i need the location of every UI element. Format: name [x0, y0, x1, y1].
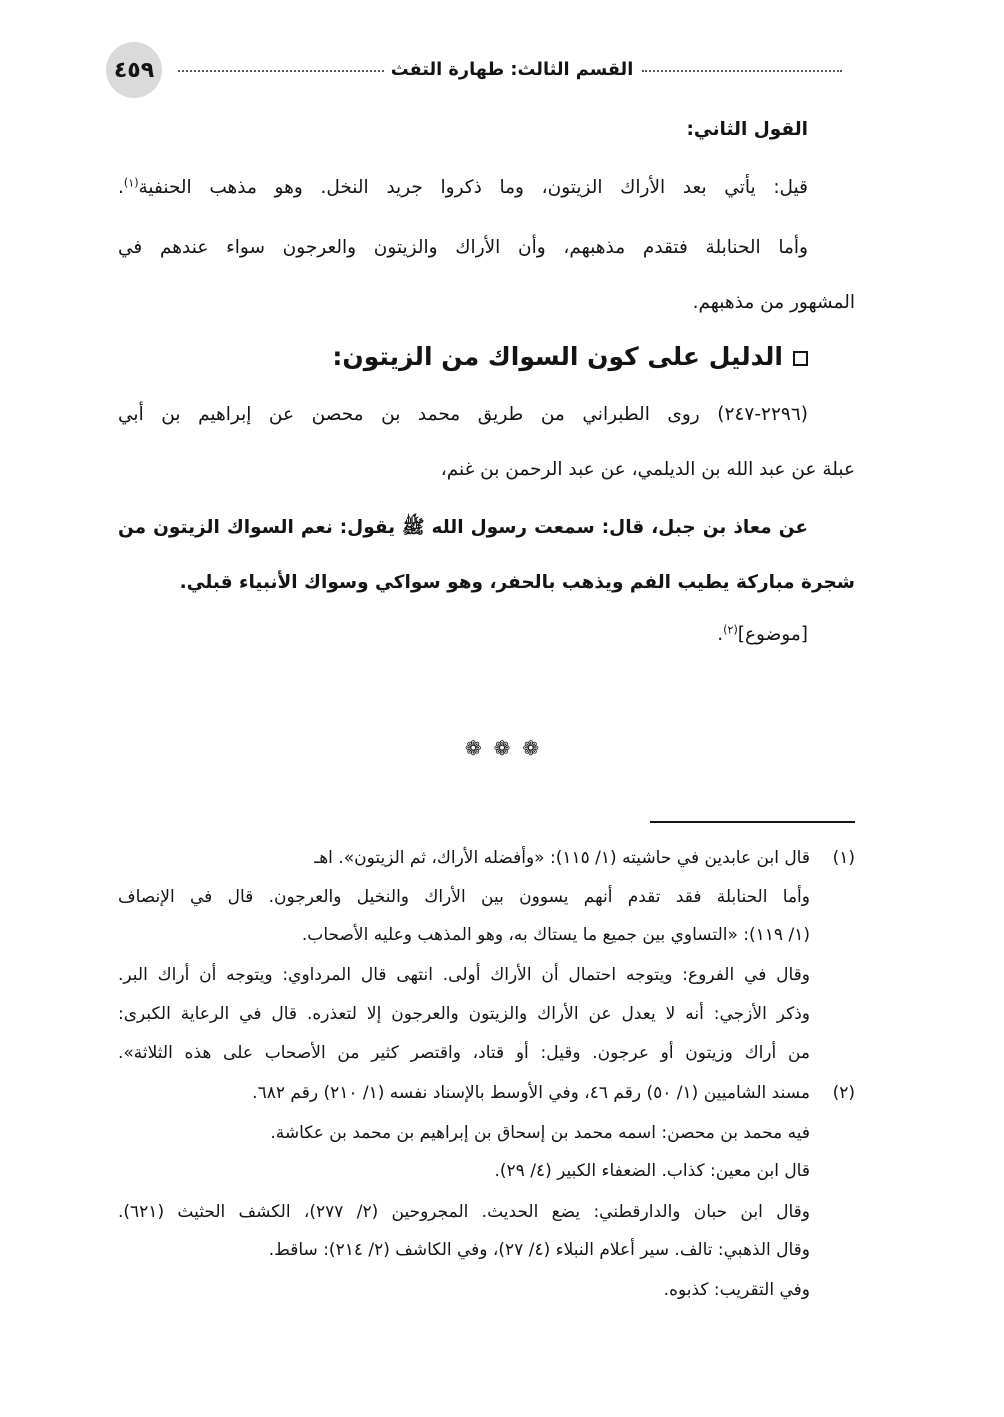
- footnote-line: قال ابن عابدين في حاشيته (١/ ١١٥): «وأفضله الأراك، ثم الزيتون». اهـ: [314, 848, 810, 868]
- footnote-line: (١/ ١١٩): «التساوي بين جميع ما يستاك به، وهو المذهب وعليه الأصحاب.: [301, 925, 810, 945]
- paragraph-line: المشهور من مذهبهم.: [692, 292, 855, 313]
- running-title: القسم الثالث: طهارة التفث: [390, 60, 634, 80]
- hadith-grade: [118, 615, 808, 655]
- flower-ornament-icon: ❁: [522, 736, 540, 760]
- page-number: ٤٥٩: [113, 57, 155, 83]
- hadith-isnad-line: عبلة عن عبد الله بن الديلمي، عن عبد الرحمن بن غنم،: [440, 459, 855, 480]
- paragraph-tail: .: [118, 177, 124, 198]
- footnote-line: وذكر الأزجي: أنه لا يعدل عن الأراك والزيتون والعرجون إلا لتعذره. قال في الرعاية الكبرى:: [118, 1004, 810, 1024]
- footnote-ref: (٢): [723, 623, 738, 637]
- footnote-line: قال ابن معين: كذاب. الضعفاء الكبير (٤/ ٢٩).: [494, 1161, 810, 1181]
- hadith-matn-line: شجرة مباركة يطيب الفم ويذهب بالحفر، وهو سواكي وسواك الأنبياء قبلي.: [179, 572, 855, 593]
- hadith-grade-text: [موضوع]: [737, 624, 808, 645]
- hadith-isnad-line: (٢٢٩٦-٢٤٧) روى الطبراني من طريق محمد بن محصن عن إبراهيم بن أبي: [118, 404, 808, 425]
- evidence-heading: [118, 336, 808, 378]
- footnote-ref: (١): [123, 176, 139, 190]
- footnote-marker: (١): [832, 848, 855, 868]
- footnote-line: مسند الشاميين (١/ ٥٠) رقم ٤٦، وفي الأوسط بالإسناد نفسه (١/ ٢١٠) رقم ٦٨٢.: [252, 1083, 810, 1103]
- section-heading: القول الثاني:: [686, 119, 808, 140]
- page-number-badge: [106, 42, 162, 98]
- footnote-line: من أراك وزيتون أو عرجون. وقيل: أو قتاد، واقتصر كثير من الأصحاب على هذه الثلاثة».: [118, 1043, 810, 1063]
- flower-ornament-icon: ❁: [464, 736, 482, 760]
- footnote-line: وأما الحنابلة فقد تقدم أنهم يسوون بين الأراك والنخيل والعرجون. قال في الإنصاف: [118, 887, 810, 907]
- footnote-line: وفي التقريب: كذبوه.: [663, 1280, 810, 1300]
- header-dotted-rule-left: [178, 70, 384, 72]
- footnote-line: وقال ابن حبان والدارقطني: يضع الحديث. المجروحين (٢/ ٢٧٧)، الكشف الحثيث (٦٢١).: [118, 1202, 810, 1222]
- footnote-line: وقال في الفروع: ويتوجه احتمال أن الأراك أولى. انتهى قال المرداوي: ويتوجه أن أراك البر.: [118, 965, 810, 985]
- header-dotted-rule-right: [642, 70, 842, 72]
- footnote-line: فيه محمد بن محصن: اسمه محمد بن إسحاق بن إبراهيم بن محمد بن عكاشة.: [270, 1123, 810, 1143]
- footnote-line: وقال الذهبي: تالف. سير أعلام النبلاء (٤/ ٢٧)، وفي الكاشف (٢/ ٢١٤): ساقط.: [268, 1240, 810, 1260]
- footnote-marker: (٢): [832, 1083, 855, 1103]
- square-bullet-icon: [793, 351, 808, 366]
- footnote-rule: [650, 821, 855, 823]
- paragraph-line: وأما الحنابلة فتقدم مذهبهم، وأن الأراك والزيتون والعرجون سواء عندهم في: [118, 237, 808, 258]
- hadith-matn-line: عن معاذ بن جبل، قال: سمعت رسول الله ﷺ يقول: نعم السواك الزيتون من: [118, 517, 808, 538]
- paragraph-line: [118, 168, 808, 208]
- section-separator: [440, 730, 564, 766]
- paragraph-text: قيل: يأتي بعد الأراك الزيتون، وما ذكروا جريد النخل. وهو مذهب الحنفية: [138, 177, 808, 198]
- evidence-heading-text: الدليل على كون السواك من الزيتون:: [332, 342, 783, 371]
- hadith-grade-tail: .: [717, 624, 724, 645]
- flower-ornament-icon: ❁: [493, 736, 511, 760]
